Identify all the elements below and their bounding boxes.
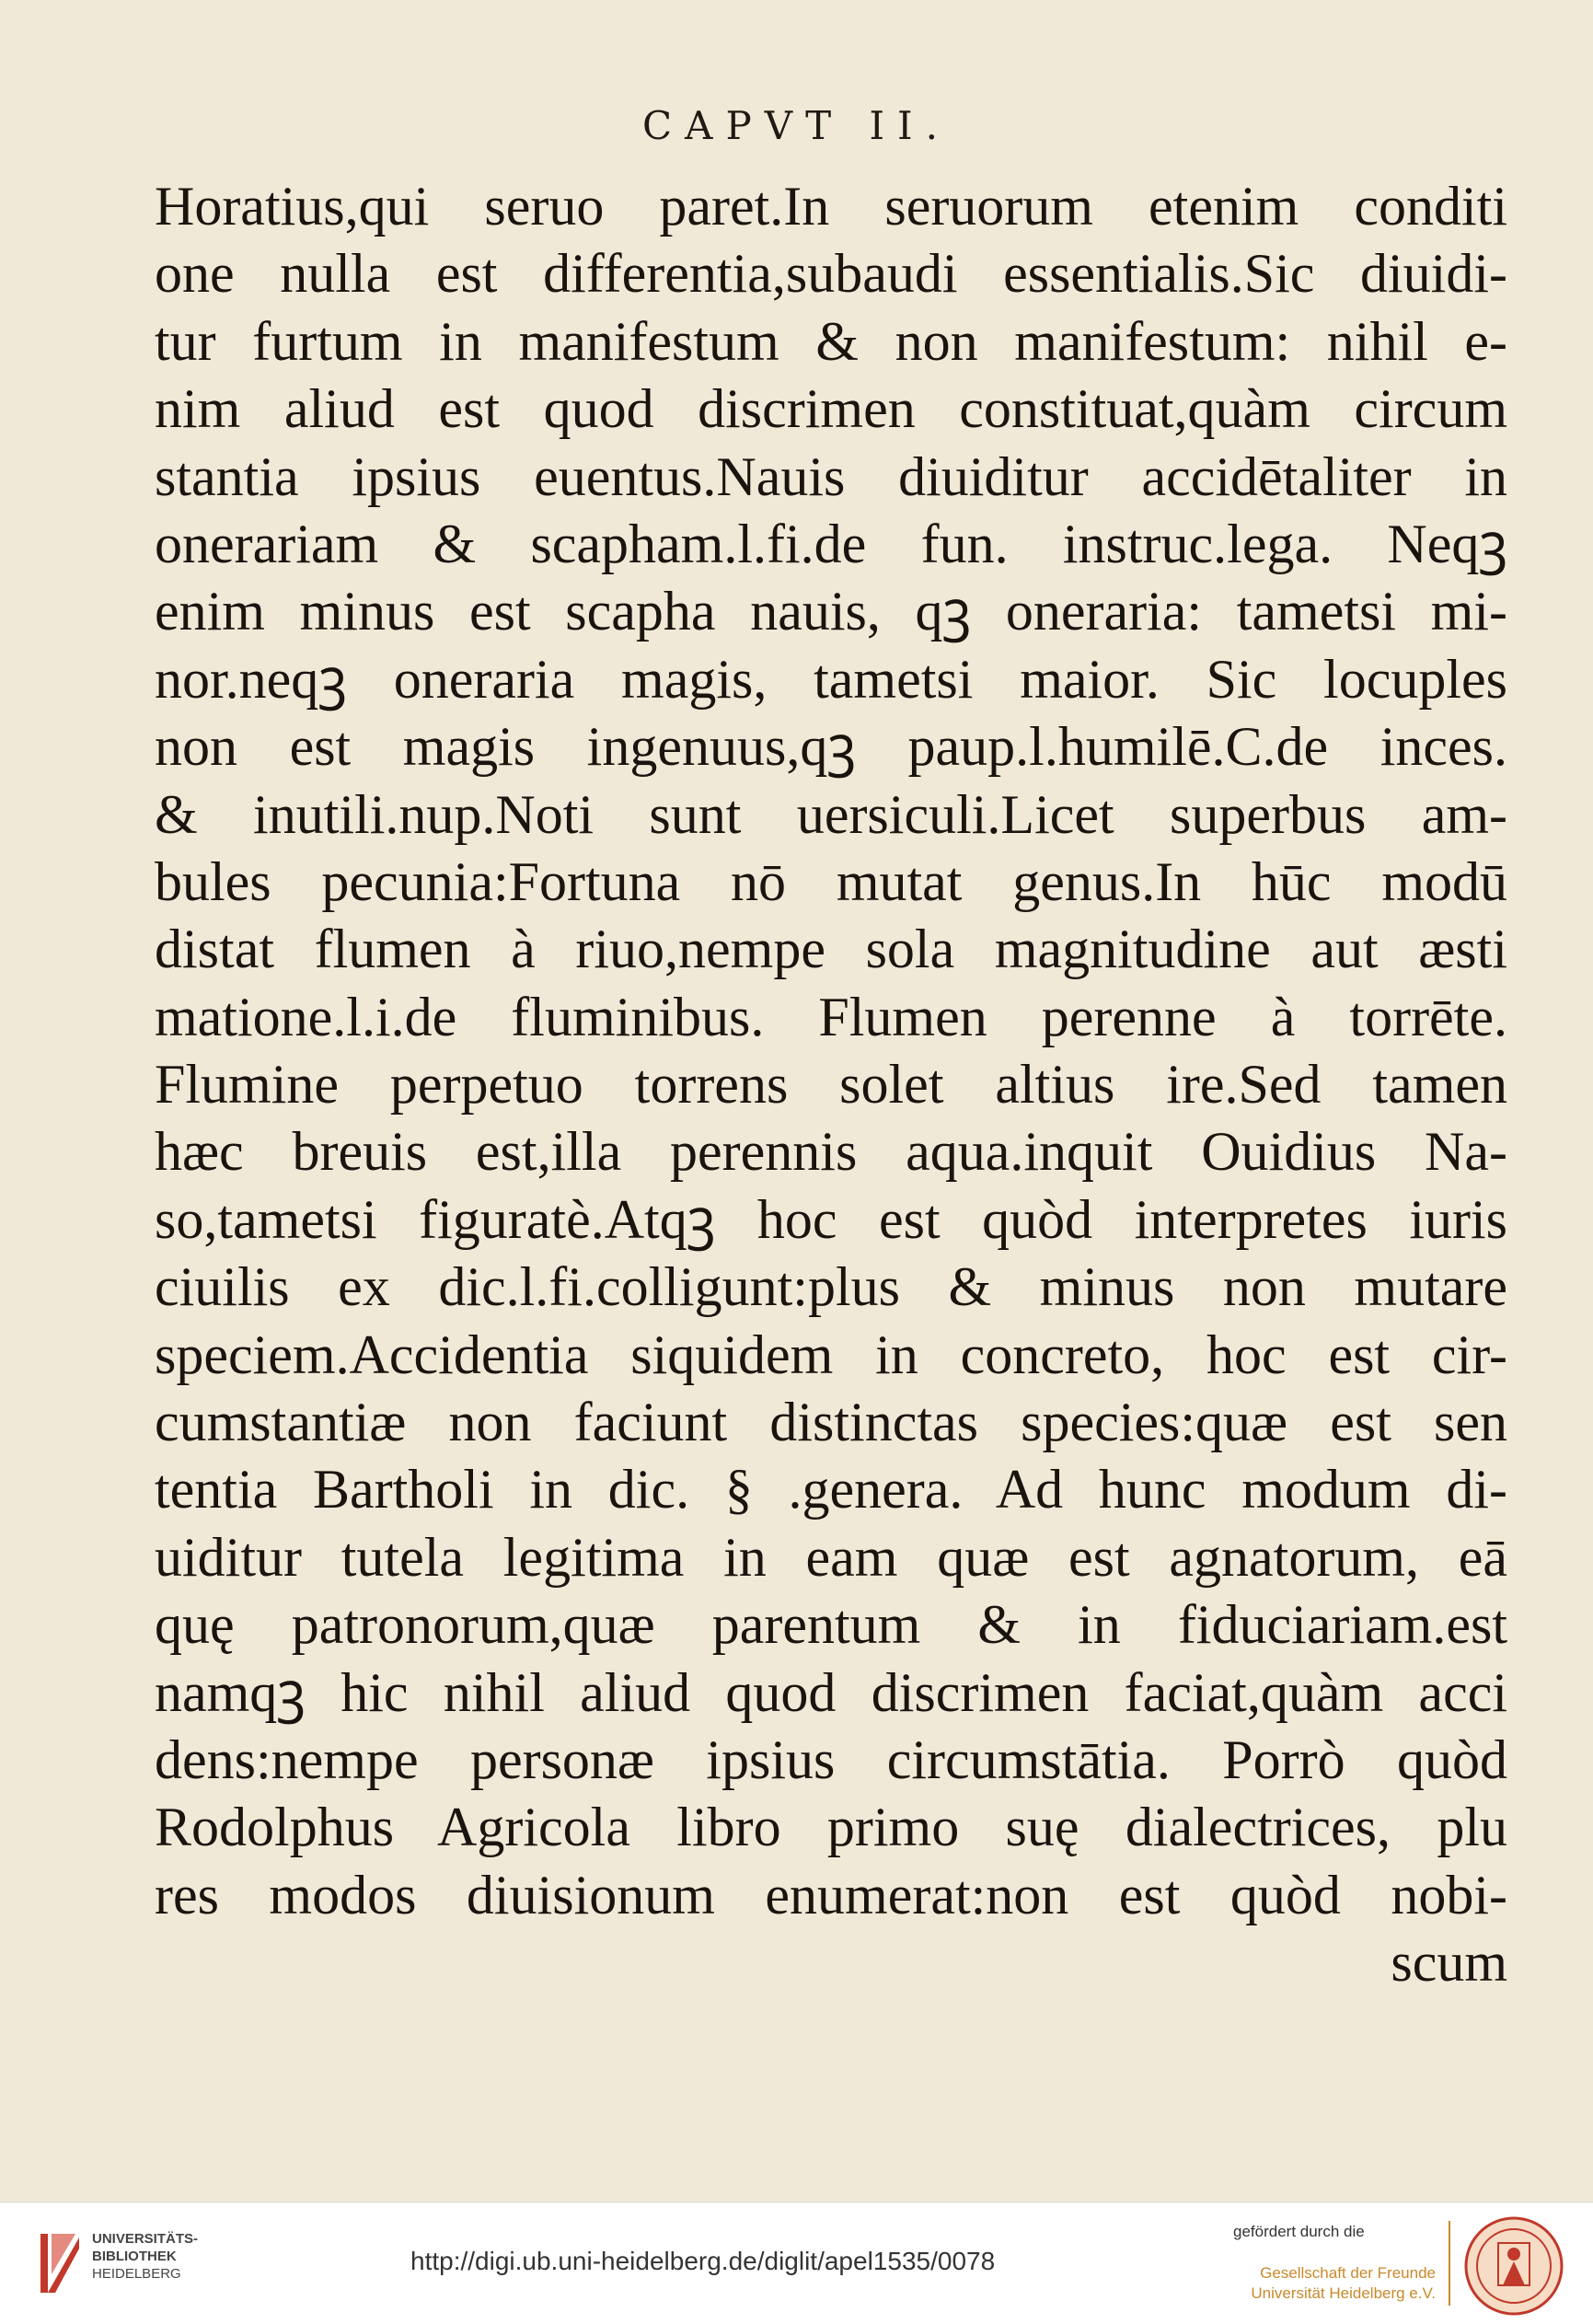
society-line: Universität Heidelberg e.V. xyxy=(1251,2284,1436,2302)
body-text xyxy=(155,173,1507,1997)
text-line: hæc breuis est,illa perennis aqua.inquit Ouidius Na- xyxy=(155,1121,1507,1183)
text-line: Rodolphus Agricola libro primo suę dialectrices, plu xyxy=(155,1797,1507,1858)
catchword: scum xyxy=(1391,1932,1507,1994)
text-line: nim aliud est quod discrimen constituat,quàm circum xyxy=(155,378,1507,440)
text-line: stantia ipsius euentus.Nauis diuiditur accidētaliter in xyxy=(155,445,1507,507)
text-line: dens:nempe personæ ipsius circumstātia. Porrò quòd xyxy=(155,1729,1507,1790)
society-line: Gesellschaft der Freunde xyxy=(1260,2264,1436,2282)
text-line: one nulla est differentia,subaudi essentialis.Sic diuidi- xyxy=(155,243,1507,305)
society-name[interactable] xyxy=(1196,2263,1436,2304)
text-line: tentia Bartholi in dic. § .genera. Ad hunc modum di- xyxy=(155,1459,1507,1520)
text-line: namqꝫ hic nihil aliud quod discrimen faciat,quàm acci xyxy=(155,1661,1507,1723)
text-line: non est magis ingenuus,qꝫ paup.l.humilē.C.de inces. xyxy=(155,716,1507,778)
text-line: distat flumen à riuo,nempe sola magnitudine aut æsti xyxy=(155,919,1507,980)
text-line: uiditur tutela legitima in eam quæ est agnatorum, eā xyxy=(155,1526,1507,1588)
funded-by-label: gefördert durch die xyxy=(1233,2223,1365,2240)
society-seal-icon[interactable] xyxy=(1463,2215,1564,2317)
text-line: bules pecunia:Fortuna nō mutat genus.In hūc modū xyxy=(155,850,1507,912)
text-line: so,tametsi figuratè.Atqꝫ hoc est quòd interpretes iuris xyxy=(155,1188,1507,1250)
text-line: enim minus est scapha nauis, qꝫ oneraria: tametsi mi- xyxy=(155,581,1507,642)
text-line: onerariam & scapham.l.fi.de fun. instruc.lega. Neqꝫ xyxy=(155,513,1507,574)
text-line: speciem.Accidentia siquidem in concreto, hoc est cir- xyxy=(155,1324,1507,1385)
text-line: & inutili.nup.Noti sunt uersiculi.Licet superbus am- xyxy=(155,783,1507,845)
ub-logo-icon[interactable] xyxy=(39,2228,81,2296)
text-line: nor.neqꝫ oneraria magis, tametsi maior. Sic locuples xyxy=(155,648,1507,710)
running-head: CAPVT II. xyxy=(642,103,951,148)
permalink-url[interactable]: http://digi.ub.uni-heidelberg.de/diglit/apel1535/0078 xyxy=(410,2247,996,2275)
library-line: HEIDELBERG xyxy=(92,2266,181,2282)
text-line: Flumine perpetuo torrens solet altius ire.Sed tamen xyxy=(155,1054,1507,1116)
library-name[interactable] xyxy=(92,2230,198,2283)
text-line: Horatius,qui seruo paret.In seruorum etenim conditi xyxy=(155,176,1507,237)
text-line: res modos diuisionum enumerat:non est quòd nobi- xyxy=(155,1864,1507,1925)
footer-divider xyxy=(1449,2221,1450,2306)
text-line: tur furtum in manifestum & non manifestum: nihil e- xyxy=(155,310,1507,372)
text-line: matione.l.i.de fluminibus. Flumen perenne à torrēte. xyxy=(155,986,1507,1047)
text-line: cumstantiæ non faciunt distinctas species:quæ est sen xyxy=(155,1392,1507,1453)
footer-bar xyxy=(0,2202,1593,2324)
library-line: BIBLIOTHEK xyxy=(92,2249,177,2264)
text-line: ciuilis ex dic.l.fi.colligunt:plus & minus non mutare xyxy=(155,1256,1507,1318)
text-line: quę patronorum,quæ parentum & in fiduciariam.est xyxy=(155,1594,1507,1656)
library-line: UNIVERSITÄTS- xyxy=(92,2231,199,2247)
